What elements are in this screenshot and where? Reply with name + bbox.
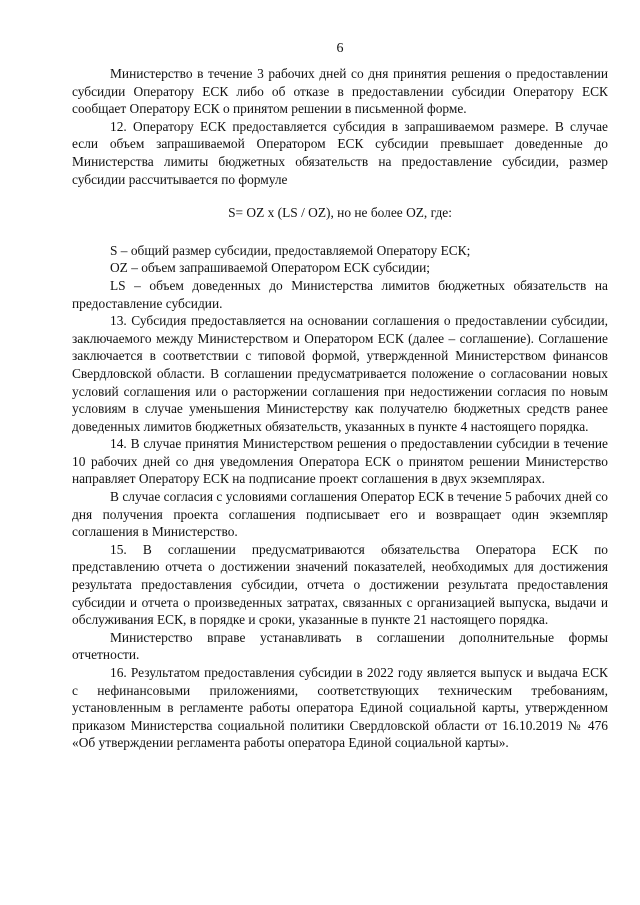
document-page [72, 40, 608, 752]
subsidy-formula: S= OZ x (LS / OZ), но не более OZ, где: [228, 205, 452, 221]
paragraph-ministry-decision-notice: Министерство в течение 3 рабочих дней со дня принятия решения о предоставлении субсидии Оператору ЕСК либо об отказе в предоставлении субсидии Оператору ЕСК сообщает Оператору ЕСК о принятом решении в письменной форме. [72, 66, 608, 117]
paragraph-14: 14. В случае принятия Министерством решения о предоставлении субсидии в течение 10 рабочих дней со дня уведомления Оператора ЕСК о принятом решении Министерство направляет Оператору ЕСК на подписание проект соглашения в двух экземплярах. [72, 436, 608, 487]
definition-ls: LS – объем доведенных до Министерства лимитов бюджетных обязательств на предоставление субсидии. [72, 277, 608, 311]
definition-oz: OZ – объем запрашиваемой Оператором ЕСК субсидии; [110, 260, 431, 276]
paragraph-15: 15. В соглашении предусматриваются обязательства Оператора ЕСК по представлению отчета о достижении значений показателей, необходимых для достижения результата предоставления субсидии, отчета о достижении результата предоставления субсидии и отчета о произведенных затратах, связанных с организацией выпуска, выдачи и обслуживания ЕСК, в порядке и сроки, указанные в пункте 21 настоящего порядка. [72, 541, 608, 628]
page-number: 6 [336, 41, 344, 56]
paragraph-16: 16. Результатом предоставления субсидии в 2022 году является выпуск и выдача ЕСК с нефинансовыми приложениями, соответствующих техническим требованиям, установленным в регламенте работы оператора Единой социальной карты, утвержденном приказом Министерства социальной политики Свердловской области от 16.10.2019 № 476 «Об утверждении регламента работы оператора Единой социальной карты». [72, 665, 608, 751]
definition-s: S – общий размер субсидии, предоставляемой Оператору ЕСК; [110, 242, 471, 258]
paragraph-14-agreement: В случае согласия с условиями соглашения Оператор ЕСК в течение 5 рабочих дней со дня получения проекта соглашения подписывает его и возвращает один экземпляр соглашения в Министерство. [72, 489, 608, 540]
paragraph-12: 12. Оператору ЕСК предоставляется субсидия в запрашиваемом размере. В случае если объем запрашиваемой Оператором ЕСК субсидии превышает доведенные до Министерства лимиты бюджетных обязательств на предоставление субсидии, размер субсидии рассчитывается по формуле [72, 118, 608, 187]
paragraph-15-additional-forms: Министерство вправе устанавливать в соглашении дополнительные формы отчетности. [72, 629, 608, 663]
paragraph-13: 13. Субсидия предоставляется на основании соглашения о предоставлении субсидии, заключаемого между Министерством и Оператором ЕСК (далее – соглашение). Соглашение заключается в соответствии с типовой формой, утвержденной Министерством финансов Свердловской области. В соглашении предусматривается положение о согласовании новых условий соглашения или о расторжении соглашения при недостижении согласия по новым условиям в случае уменьшения Министерству как получателю бюджетных средств ранее доведенных лимитов бюджетных обязательств, указанных в пункте 4 настоящего порядка. [72, 313, 608, 434]
